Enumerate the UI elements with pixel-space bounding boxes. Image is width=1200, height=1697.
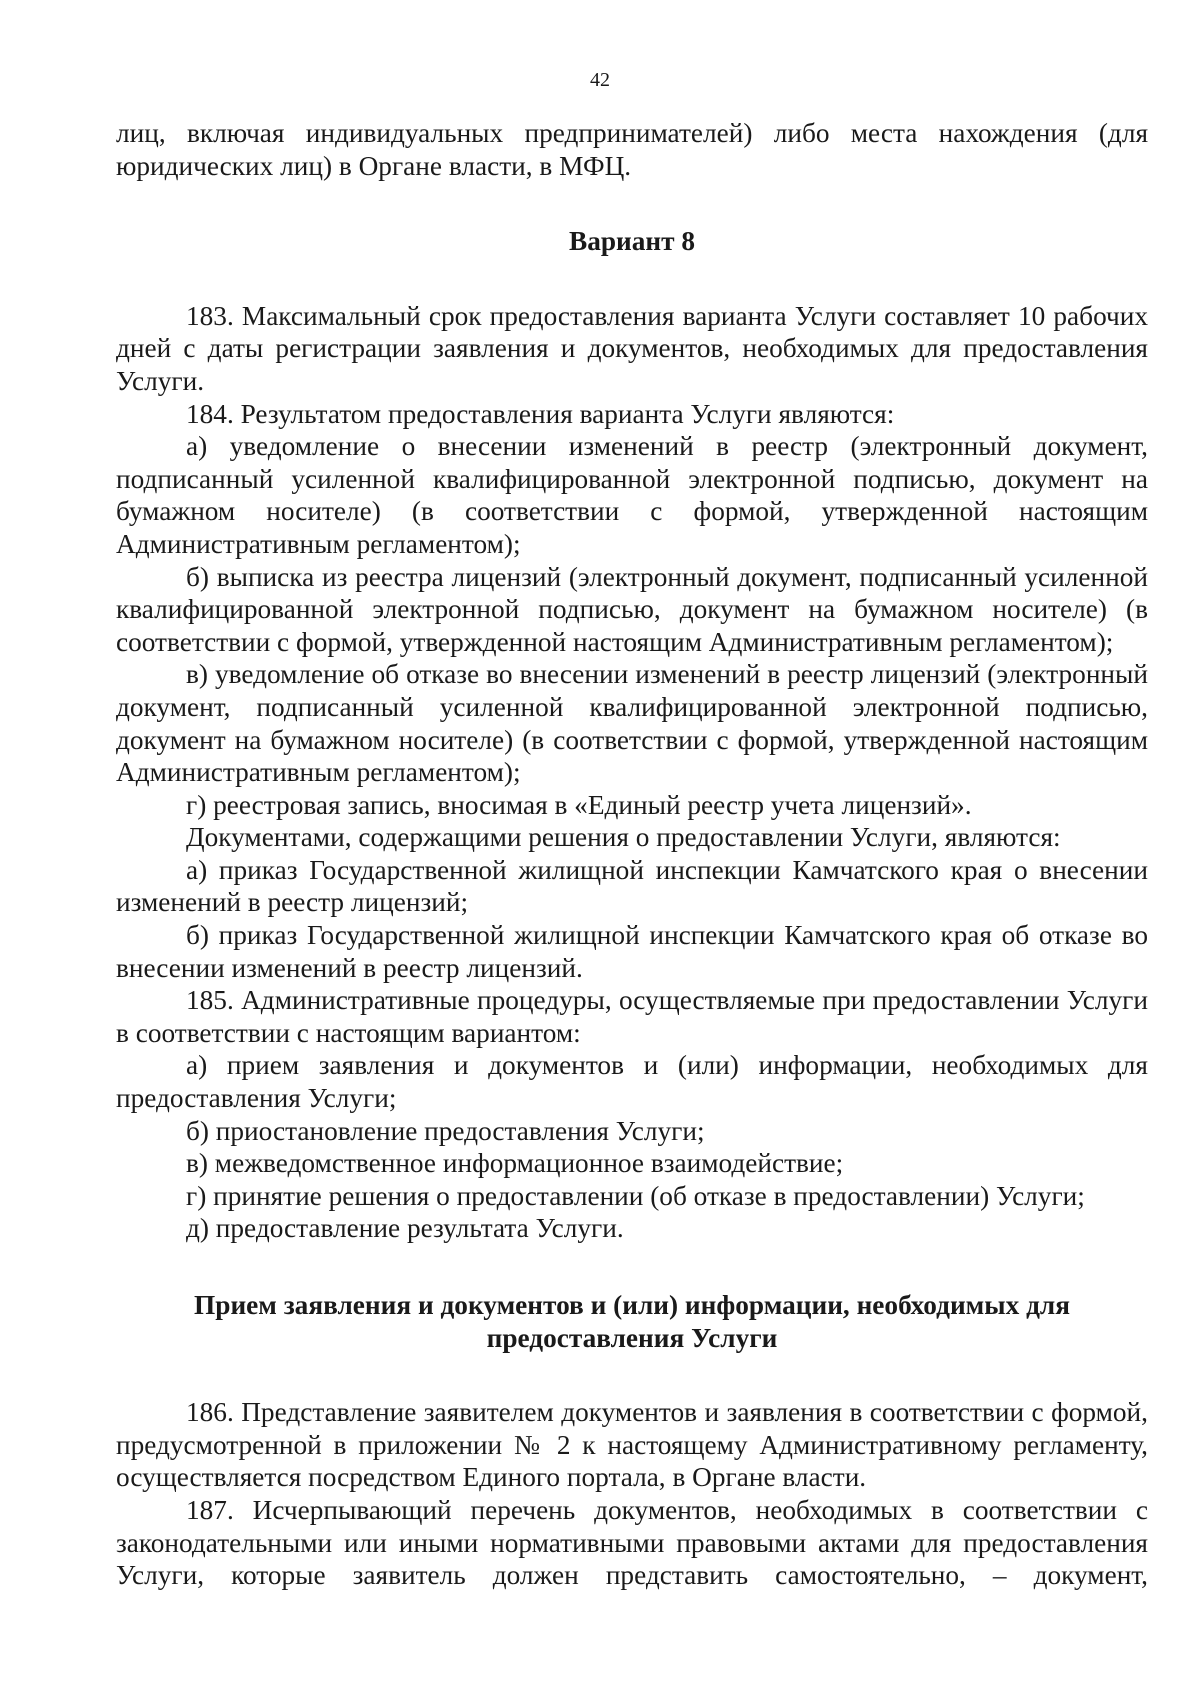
paragraph-184-g: г) реестровая запись, вносимая в «Единый реестр учета лицензий». [186, 789, 972, 820]
paragraph-184: 184. Результатом предоставления варианта Услуги являются: [186, 398, 895, 429]
document-body [116, 117, 1148, 1592]
paragraph-184-b: б) выписка из реестра лицензий (электронный документ, подписанный усиленной квалифицированной электронной подписью, документ на бумажном носителе) (в соответствии с формой, утвержденной настоящим Административным регламентом); [116, 561, 1148, 657]
paragraph-185: 185. Административные процедуры, осуществляемые при предоставлении Услуги в соответствии с настоящим вариантом: [116, 985, 1148, 1048]
section-heading-line-1: Прием заявления и документов и (или) информации, необходимых для [194, 1290, 1070, 1320]
section-heading-reception [116, 1289, 1148, 1354]
paragraph-185-a: а) прием заявления и документов и (или) информации, необходимых для предоставления Услуги; [116, 1050, 1148, 1114]
paragraph-183: 183. Максимальный срок предоставления варианта Услуги составляет 10 рабочих дней с даты регистрации заявления и документов, необходимых для предоставления Услуги. [116, 300, 1148, 396]
paragraph-documents: Документами, содержащими решения о предоставлении Услуги, являются: [186, 822, 1061, 853]
section-heading-line-2: предоставления Услуги [486, 1322, 778, 1353]
paragraph-185-b: б) приостановление предоставления Услуги; [186, 1115, 705, 1146]
paragraph-documents-a: а) приказ Государственной жилищной инспекции Камчатского края о внесении изменений в реестр лицензий; [116, 854, 1148, 918]
paragraph-185-v: в) межведомственное информационное взаимодействие; [186, 1148, 844, 1179]
paragraph-185-g: г) принятие решения о предоставлении (об отказе в предоставлении) Услуги; [186, 1180, 1085, 1211]
paragraph-186: 186. Представление заявителем документов и заявления в соответствии с формой, предусмотренной в приложении № 2 к настоящему Административному регламенту, осуществляется посредством Единого портала, в Органе власти. [116, 1397, 1148, 1493]
page-number: 42 [590, 69, 610, 91]
paragraph-184-v: в) уведомление об отказе во внесении изменений в реестр лицензий (электронный документ, подписанный усиленной квалифицированной электронной подписью, документ на бумажном носителе) (в соответствии с формой, утвержденной настоящим Административным регламентом); [116, 659, 1148, 788]
section-heading-variant: Вариант 8 [568, 226, 696, 257]
paragraph-continuation: лиц, включая индивидуальных предпринимателей) либо места нахождения (для юридических лиц) в Органе власти, в МФЦ. [116, 118, 1148, 181]
paragraph-185-d: д) предоставление результата Услуги. [186, 1213, 624, 1244]
paragraph-documents-b: б) приказ Государственной жилищной инспекции Камчатского края об отказе во внесении изменений в реестр лицензий. [116, 920, 1148, 983]
paragraph-184-a: а) уведомление о внесении изменений в реестр (электронный документ, подписанный усиленной квалифицированной электронной подписью, документ на бумажном носителе) (в соответствии с формой, утвержденной настоящим Административным регламентом); [116, 431, 1148, 559]
paragraph-187: 187. Исчерпывающий перечень документов, необходимых в соответствии с законодательными или иными нормативными правовыми актами для предоставления Услуги, которые заявитель должен представить самостоятельно, – документ, [116, 1494, 1148, 1591]
